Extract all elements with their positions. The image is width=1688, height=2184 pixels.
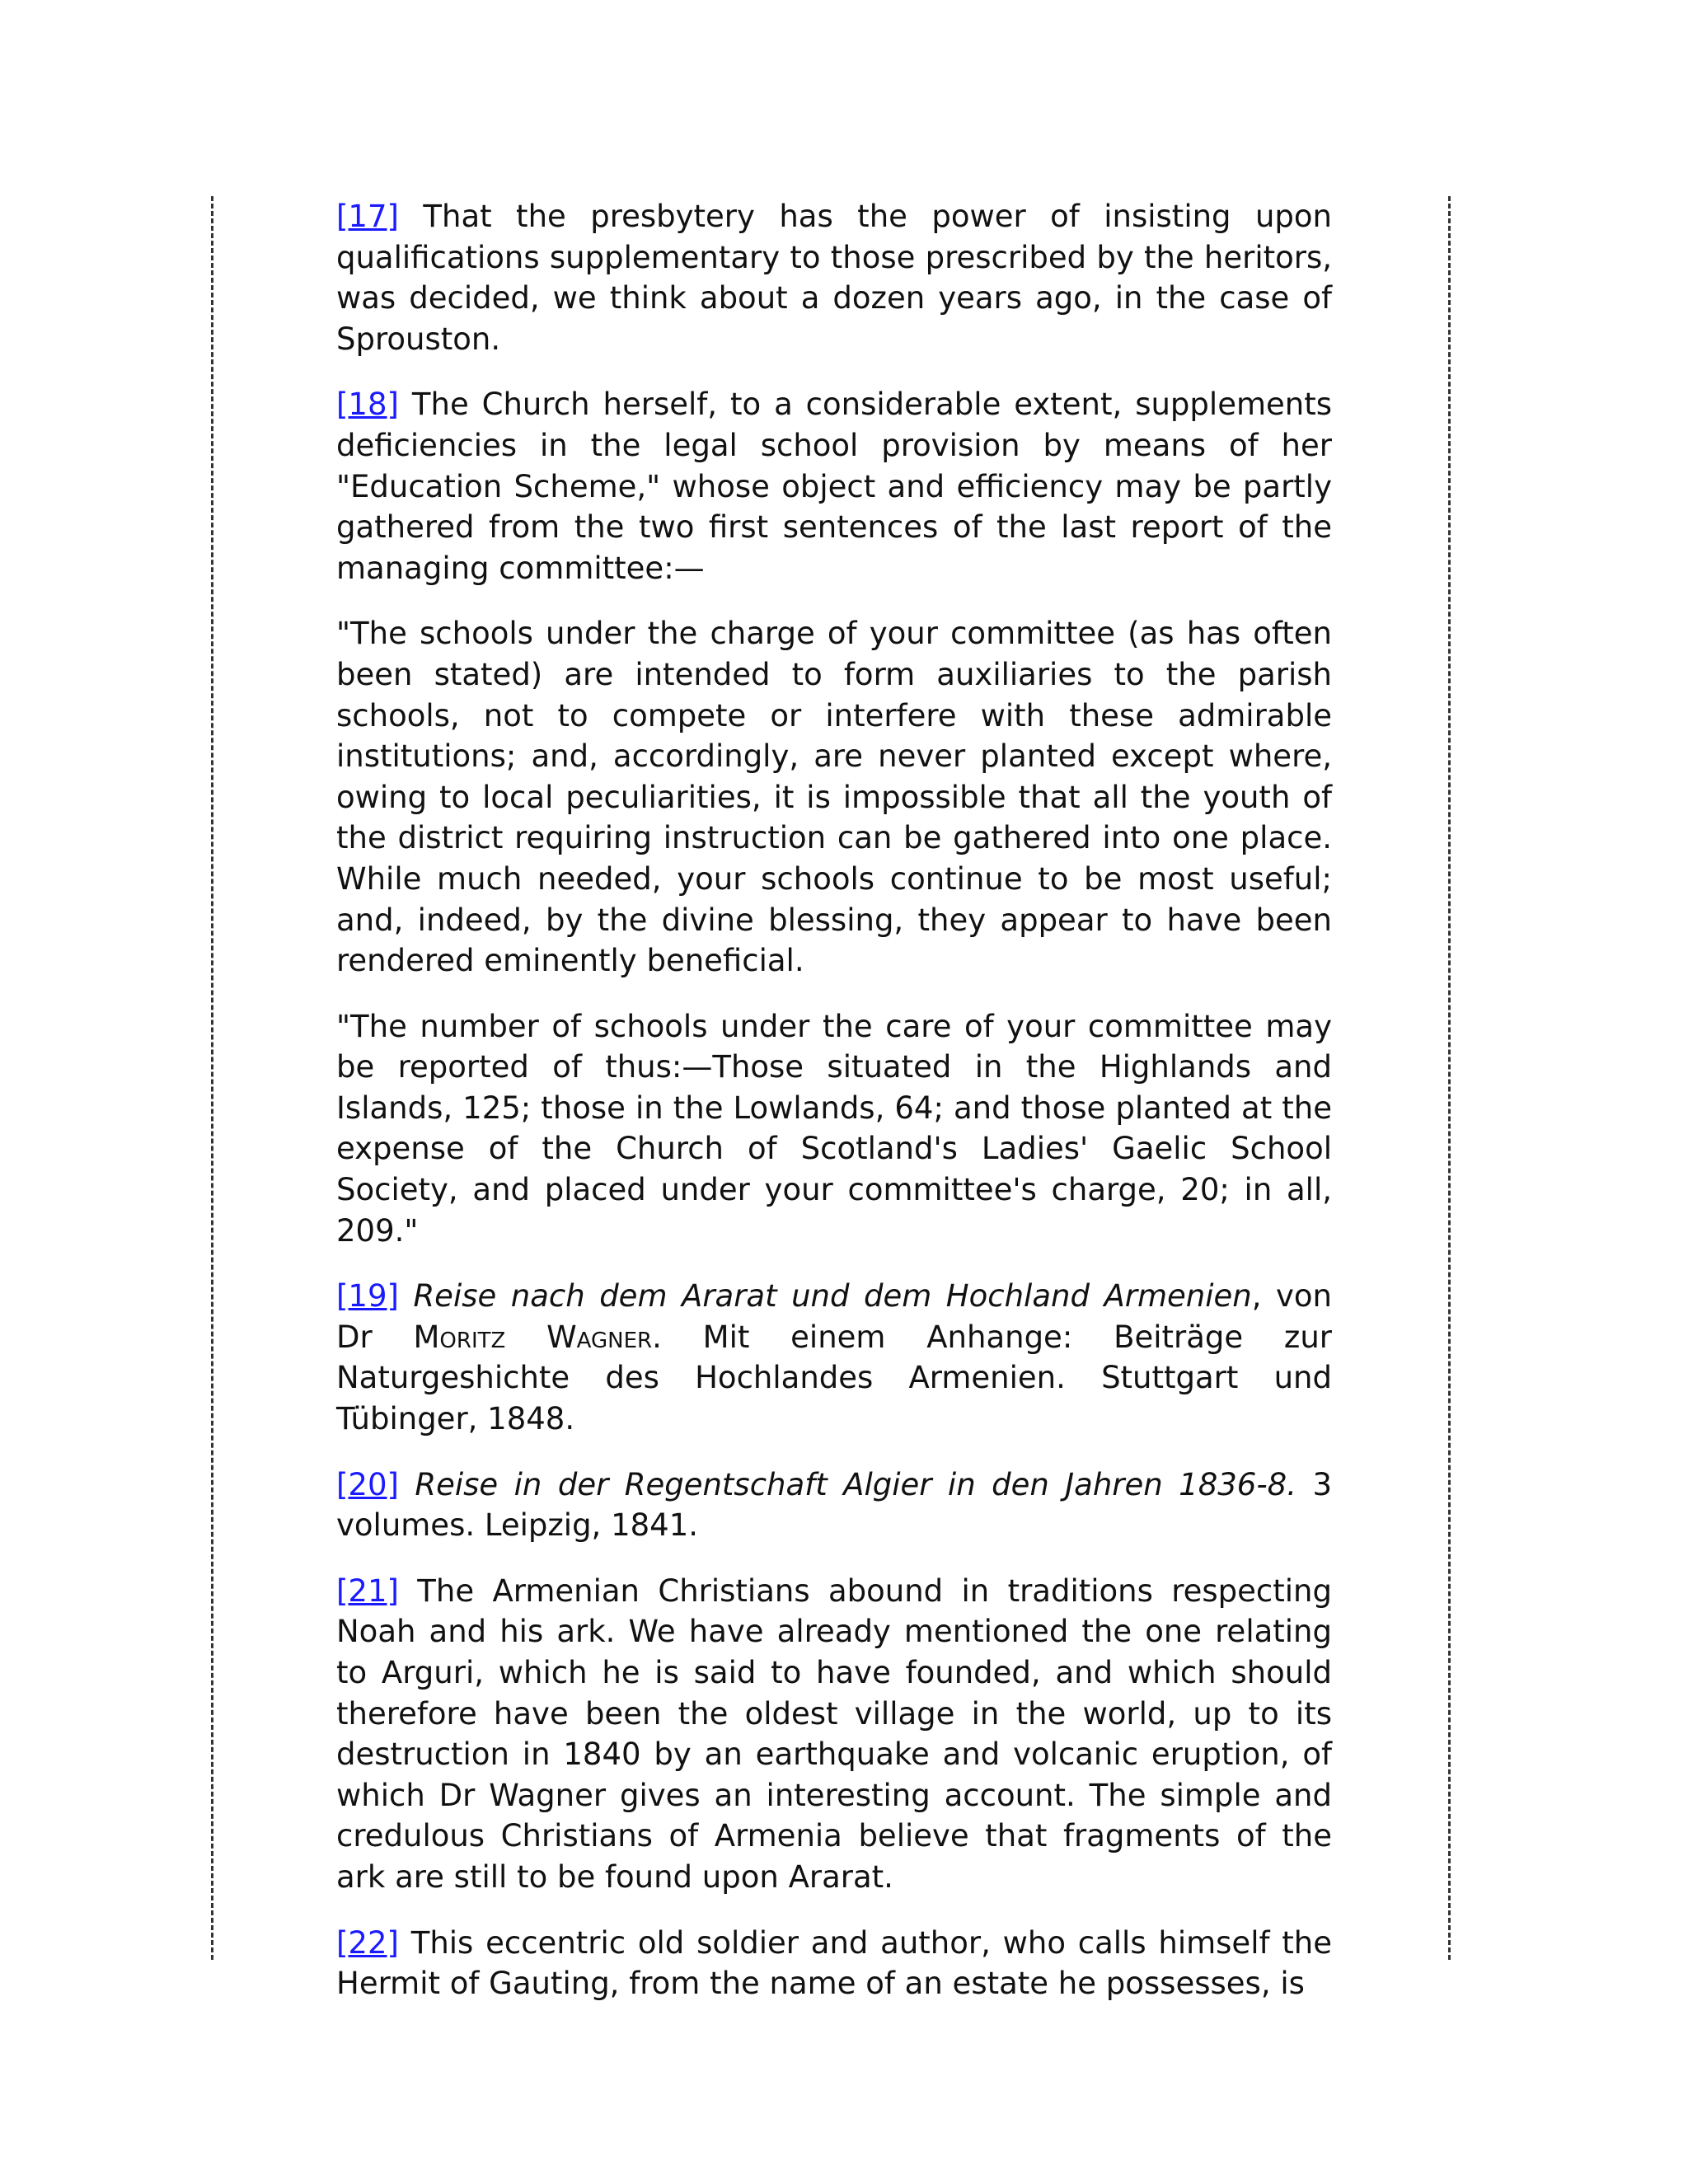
quote-paragraph-2: "The number of schools under the care of your committee may be reported of thus:—Those situated in the Highlands and Islands, 125; those in the Lowlands, 64; and those planted at the expense of the Church of Scotland's Ladies' Gaelic School Society, and placed under your committee's charge, 20; in all, 209." <box>336 1008 1332 1249</box>
footnote-text: The Church herself, to a considerable extent, supplements deficiencies in the legal school provision by means of her "Education Scheme," whose object and efficiency may be partly gathered from the two first sentences of the last report of the managing committee:— <box>336 387 1332 586</box>
footnote-ref-18[interactable]: [18] <box>336 387 399 423</box>
footnote-ref-17[interactable]: [17] <box>336 199 399 234</box>
author-name: Moritz Wagner <box>413 1319 653 1355</box>
footnote-text: 3 volumes. Leipzig, 1841. <box>336 1466 1332 1544</box>
footnote-ref-21[interactable]: [21] <box>336 1572 399 1609</box>
footnote-ref-22[interactable]: [22] <box>336 1924 399 1961</box>
footnote-text: . Mit einem Anhange: Beiträge zur Naturgeshichte des Hochlandes Armenien. Stuttgart und Tübinger, 1848. <box>336 1319 1333 1437</box>
footnote-text: , von Dr <box>336 1278 1332 1355</box>
footnote-18 <box>336 384 1332 588</box>
footnote-text: That the presbytery has the power of insisting upon qualifications supplementary to those prescribed by the heritors, was decided, we think about a dozen years ago, in the case of Sprouston. <box>336 199 1332 357</box>
quote-paragraph-1: "The schools under the charge of your committee (as has often been stated) are intended to form auxiliaries to the parish schools, not to compete or interfere with these admirable institutions; and, accordingly, are never planted except where, owing to local peculiarities, it is impossible that all the youth of the district requiring instruction can be gathered into one place. While much needed, your schools continue to be most useful; and, indeed, by the divine blessing, they appear to have been rendered eminently beneficial. <box>336 616 1332 979</box>
book-title: Reise in der Regentschaft Algier in den Jahren 1836-8. <box>415 1466 1296 1502</box>
footnote-17 <box>336 196 1332 359</box>
footnote-ref-19[interactable]: [19] <box>336 1278 399 1315</box>
footnote-21 <box>336 1571 1332 1898</box>
footnote-ref-20[interactable]: [20] <box>336 1466 399 1502</box>
footnote-19 <box>336 1276 1332 1439</box>
footnote-text: This eccentric old soldier and author, who calls himself the Hermit of Gauting, from the name of an estate he possesses, is <box>336 1924 1332 2002</box>
footnote-22 <box>336 1923 1332 2004</box>
book-title: Reise nach dem Ararat und dem Hochland Armenien <box>413 1278 1252 1315</box>
footnote-text: The Armenian Christians abound in traditions respecting Noah and his ark. We have already mentioned the one relating to Arguri, which he is said to have founded, and which should therefore have been the oldest village in the world, up to its destruction in 1840 by an earthquake and volcanic eruption, of which Dr Wagner gives an interesting account. The simple and credulous Christians of Armenia believe that fragments of the ark are still to be found upon Ararat. <box>336 1572 1332 1895</box>
footnotes-section <box>336 196 1332 2029</box>
footnote-20 <box>336 1465 1332 1546</box>
